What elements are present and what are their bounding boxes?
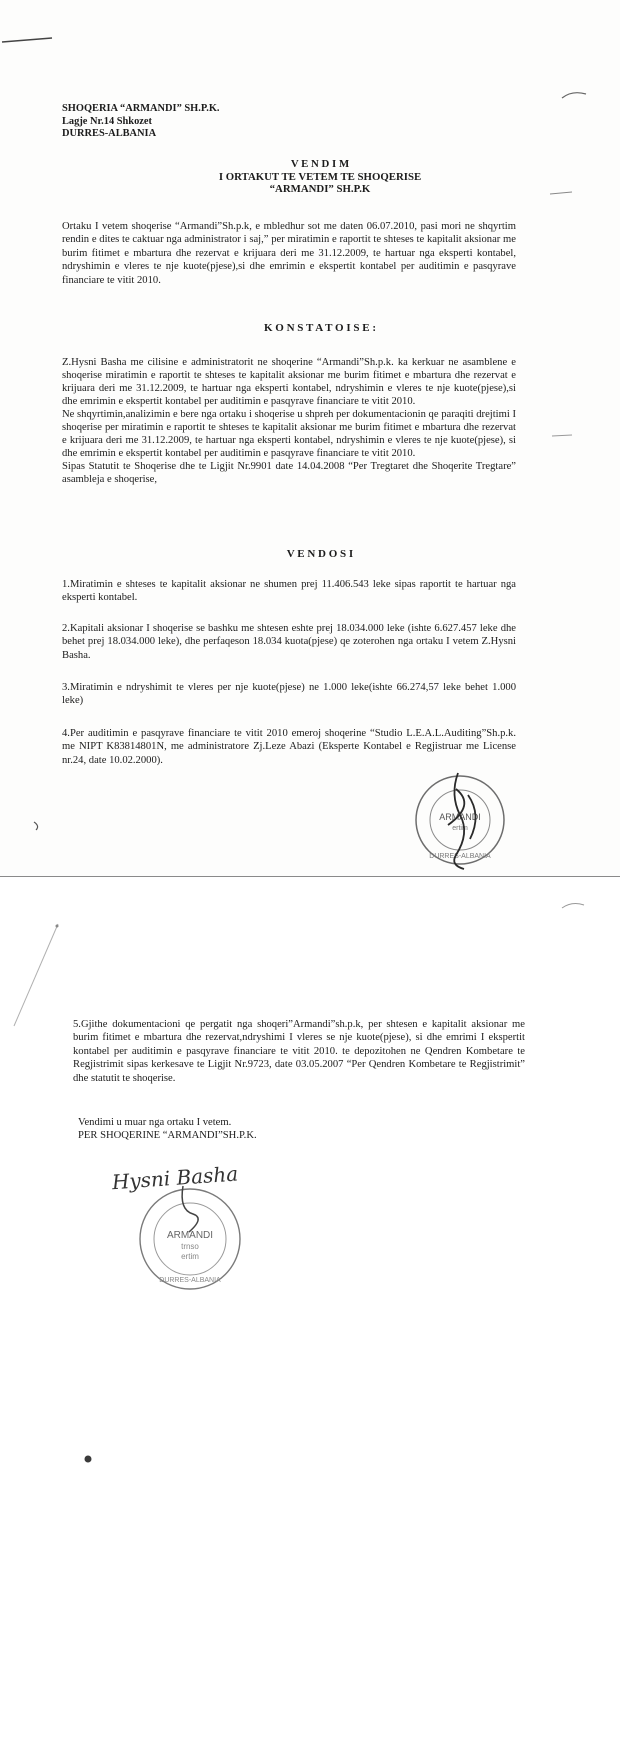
vendosi-heading: V E N D O S I — [286, 548, 354, 560]
stamp-1-name: ARMANDI — [439, 812, 481, 822]
konstatoi-heading: K O N S T A T O I S E : — [264, 322, 376, 334]
konstatoi-paragraph-2: Ne shqyrtimin,analizimin e bere nga ortaku i shoqerise u shpreh per dokumentacionin qe paraqiti drejtimi I shoqerise per miratimin e raportit te shteses te kapitalit aksionar me burim fitimet e mbartura dhe rezervat e krijuara deri me 31.12.2009, te hartuar nga eksperti kontabel, ndryshimin e vleres te nje kuote(pjese), si dhe emrimin e ekspertit kontabel per auditimin e pasqyrave financiare te vitit 2010. — [62, 409, 516, 459]
title-heading: V E N D I M — [290, 158, 350, 170]
closing-block — [78, 1116, 378, 1143]
signature-text: Hysni Basha — [111, 1161, 239, 1195]
stamp-2-sub1: trnso — [181, 1242, 199, 1251]
closing-line-2: PER SHOQERINE “ARMANDI”SH.P.K. — [78, 1130, 257, 1142]
decision-item-4: 4.Per auditimin e pasqyrave financiare te vitit 2010 emeroj shoqerine “Studio L.E.A.L.Auditing”Sh.p.k. me NIPT K83814801N, me administratore Zj.Leze Abazi (Eksperte Kontabel e Regjistruar me License nr.24, date 10.02.2000). — [62, 728, 516, 766]
company-header — [62, 103, 362, 141]
scan-mark-slash — [0, 918, 70, 1038]
stamp-2-sub2: ertim — [181, 1252, 199, 1261]
scan-mark-line — [0, 30, 60, 50]
title-line-2: I ORTAKUT TE VETEM TE SHOQERISE — [218, 170, 422, 183]
konstatoi-section — [62, 356, 516, 486]
scan-mark-dash — [548, 188, 578, 200]
scan-mark-comma — [30, 818, 50, 832]
signature-stroke-1 — [420, 765, 510, 875]
decision-item-1: 1.Miratimin e shteses te kapitalit aksionar ne shumen prej 11.406.543 leke sipas raportit te hartuar nga eksperti kontabel. — [62, 579, 516, 604]
decision-item-2: 2.Kapitali aksionar I shoqerise se bashku me shtesen eshte prej 18.034.000 leke (ishte 6.627.457 leke dhe behet prej 18.034.000 leke), dhe perfaqeson 18.034 kuota(pjese) qe zoterohen nga ortaku I vetem Z.Hysni Basha. — [62, 623, 516, 661]
stamp-1-sub: ertim — [452, 825, 468, 832]
document-title — [130, 158, 510, 196]
scan-mark-tick — [560, 88, 590, 104]
stamp-1-city: DURRES-ALBANIA — [429, 853, 491, 860]
decision-item-5: 5.Gjithe dokumentacioni qe pergatit nga shoqeri”Armandi”sh.p.k, per shtesen e kapitalit aksionar me burim fitimet e mbartura dhe rezervat,ndryshimi I vleres se nje kuote(pjese), si dhe emrimi I ekspertit kontabel per auditimin e pasqyrave financiare te vitit 2010. te depozitohen ne Qendren Kombetare te Regjistrimit sipas kerkesave te Ligjit Nr.9723, date 03.05.2007 “Per Qendren Kombetare te Regjistrimit” dhe statutit te shoqerise. — [73, 1019, 525, 1084]
document-page-2 — [0, 878, 620, 1752]
scan-mark-dot — [83, 1454, 93, 1464]
company-stamp-2 — [135, 1184, 245, 1294]
title-line-3: “ARMANDI” SH.P.K — [269, 183, 371, 196]
stamp-2-city: DURRES-ALBANIA — [159, 1277, 221, 1284]
scan-mark-dash-2 — [550, 430, 580, 442]
company-name: SHOQERIA “ARMANDI” SH.P.K. — [62, 103, 220, 114]
stamp-2-name: ARMANDI — [166, 1230, 214, 1241]
intro-paragraph: Ortaku I vetem shoqerise “Armandi”Sh.p.k, e mbledhur sot me daten 06.07.2010, pasi mori ne shqyrtim rendin e dites te caktuar nga administrator i saj,” per miratimin e raportit te shteses te kapitalit aksionar me burim fitimet e mbartura dhe rezervat e krijuara deri me 31.12.2009, te hartuar nga eksperti kontabel, ndryshimin e vleres te nje kuote(pjese),si dhe emrimin e ekspertit kontabel per auditimin e pasqyrave financiare te vitit 2010. — [62, 221, 516, 286]
scan-mark-tick-2 — [560, 898, 590, 912]
konstatoi-paragraph-1: Z.Hysni Basha me cilisine e administratorit ne shoqerine “Armandi”Sh.p.k. ka kerkuar ne asamblene e shoqerise miratimin e raportit te shteses te kapitalit aksionar me burim fitimet e mbartura dhe rezervat e krijuara deri me 31.12.2009, te hartuar nga eksperti kontabel, ndryshimin e vleres te nje kuote(pjese),si dhe emrimin e ekspertit kontabel per auditimin e pasqyrave financiare te vitit 2010. — [62, 357, 516, 407]
company-address: Lagje Nr.14 Shkozet — [62, 115, 152, 127]
konstatoi-paragraph-3: Sipas Statutit te Shoqerise dhe te Ligjit Nr.9901 date 14.04.2008 “Per Tregtaret dhe Shoqerite Tregtare” asambleja e shoqerise, — [62, 461, 516, 485]
company-city: DURRES-ALBANIA — [62, 128, 157, 140]
decision-item-3: 3.Miratimin e ndryshimit te vleres per nje kuote(pjese) ne 1.000 leke(ishte 66.274,57 leke behet 1.000 leke) — [62, 682, 516, 707]
closing-line-1: Vendimi u muar nga ortaku I vetem. — [78, 1117, 232, 1128]
